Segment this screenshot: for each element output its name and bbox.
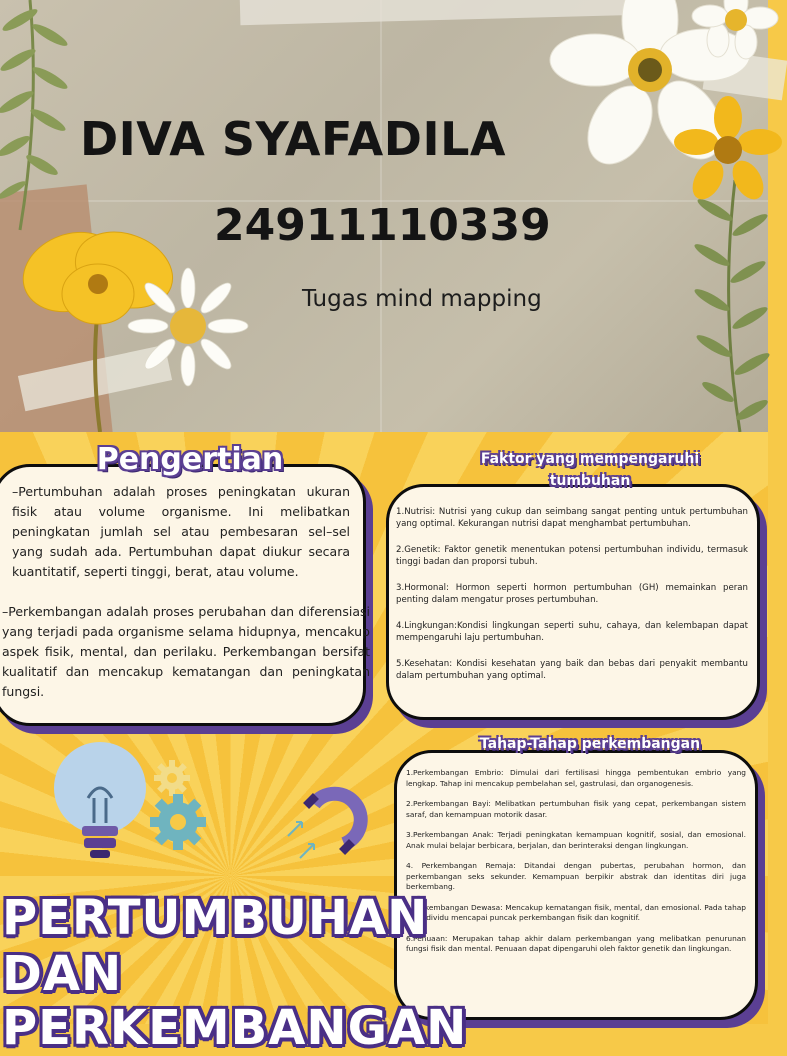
tahap-title: Tahap-Tahap perkembangan [479,736,701,752]
faktor-list [396,506,748,682]
mind-map-poster [0,432,768,1056]
list-item: 1.Perkembangan Embrio: Dimulai dari fertilisasi hingga pembentukan embrio yang lengkap. Tahap ini mencakup pembelahan sel, gastrulasi, dan organogenesis. [406,768,746,788]
student-name: DIVA SYAFADILA [80,112,506,166]
perkembangan-definition: –Perkembangan adalah proses perubahan dan diferensiasi yang terjadi pada organisme selama hidupnya, mencakup aspek fisik, mental, dan perilaku. Perkembangan bersifat kualitatif dan mencakup kematangan dan peningkatan fungsi. [2,604,370,699]
headline-line-3: PERKEMBANGAN [2,1000,468,1056]
fern-leaf-icon [0,0,80,230]
pengertian-title: Pengertian [96,442,284,477]
white-flower-icon [128,274,248,384]
faktor-title-line-1: Faktor yang mempengaruhi [480,451,700,467]
yellow-flower-icon [678,100,778,200]
assignment-subtitle: Tugas mind mapping [302,286,542,312]
lightbulb-icon [48,738,158,868]
faktor-title-line-2: tumbuhan [549,473,631,489]
list-item: 4.Lingkungan:Kondisi lingkungan seperti suhu, cahaya, dan kelembapan dapat mempengaruhi laju pertumbuhan. [396,621,748,643]
student-id-number: 24911110339 [214,200,551,251]
list-item: 2.Perkembangan Bayi: Melibatkan pertumbuhan fisik yang cepat, perkembangan sistem saraf, dan kemampuan motorik dasar. [406,799,746,819]
tahap-list [406,768,746,955]
gear-icon [148,758,212,854]
headline-line-2: DAN [2,946,123,1002]
list-item: 3.Perkembangan Anak: Terjadi peningkatan kemampuan kognitif, sosial, dan emosional. Anak mulai belajar berbicara, berjalan, dan berinteraksi dengan lingkungan. [406,830,746,850]
white-flower-icon [696,0,776,60]
list-item: 2.Genetik: Faktor genetik menentukan potensi pertumbuhan individu, termasuk tinggi badan dan proporsi tubuh. [396,545,748,567]
list-item: 6.Penuaan: Merupakan tahap akhir dalam perkembangan yang melibatkan penurunan fungsi fisik dan mental. Penuaan dapat dipengaruhi oleh faktor genetik dan lingkungan. [406,933,746,953]
headline-line-1: PERTUMBUHAN [2,890,429,946]
list-item: 1.Nutrisi: Nutrisi yang cukup dan seimbang sangat penting untuk pertumbuhan yang optimal. Kekurangan nutrisi dapat menghambat pertumbuhan. [396,507,748,529]
pertumbuhan-definition: –Pertumbuhan adalah proses peningkatan ukuran fisik atau volume organisme. Ini melibatkan peningkatan jumlah sel atau pembesaran sel–sel yang sudah ada. Pertumbuhan dapat diukur secara kuantitatif, seperti tinggi, berat, atau volume. [12,484,350,579]
list-item: 4. Perkembangan Remaja: Ditandai dengan pubertas, perubahan hormon, dan perkembangan seks sekunder. Kemampuan berpikir abstrak dan identitas diri juga berkembang. [406,861,746,891]
cover-section [0,0,768,432]
fern-leaf-icon [690,180,768,432]
faktor-title [430,448,750,492]
list-item: 3.Hormonal: Hormon seperti hormon pertumbuhan (GH) memainkan peran penting dalam mengatur proses pertumbuhan. [396,583,748,605]
list-item: 5.Kesehatan: Kondisi kesehatan yang baik dan bebas dari penyakit membantu dalam pertumbuhan yang optimal. [396,659,748,681]
magnet-icon [284,792,360,866]
list-item: 5.Perkembangan Dewasa: Mencakup kematangan fisik, mental, dan emosional. Pada tahap ini, individu mencapai puncak perkembangan fisik dan kognitif. [406,902,746,922]
